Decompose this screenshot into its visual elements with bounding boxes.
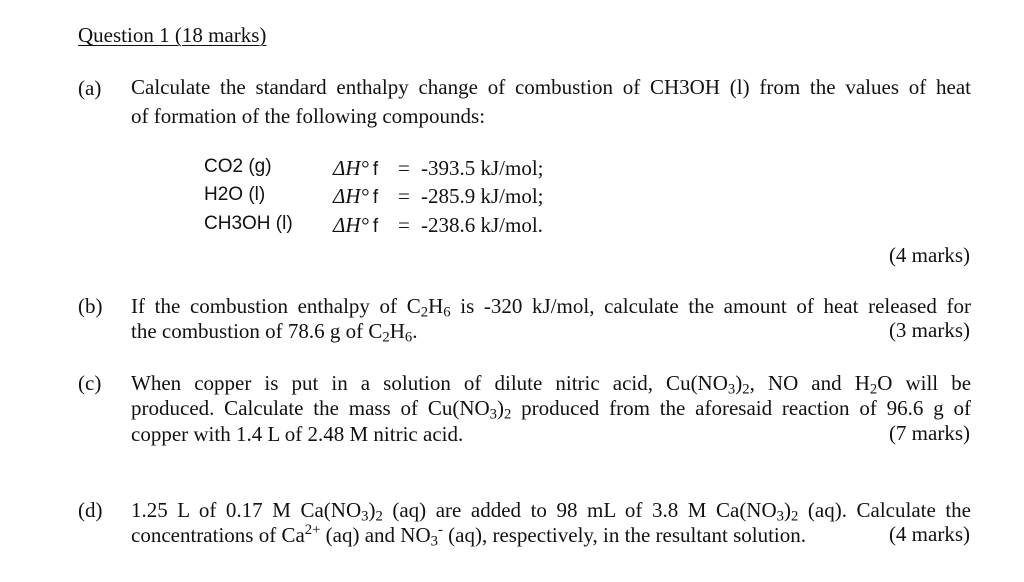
part-c-line-2: produced. Calculate the mass of $Cu(NO_3)_2$ produced from the aforesaid reaction of 96.6 g of	[131, 396, 971, 423]
part-b-line-2: the combustion of 78.6 g of $C_2H_6$.	[131, 319, 418, 346]
enthalpy-value: -393.5 kJ/mol;	[421, 156, 544, 180]
part-a-label: (a)	[78, 76, 102, 100]
part-a-marks: (4 marks)	[888, 243, 970, 267]
part-c-line-1: When copper is put in a solution of dilute nitric acid, $Cu(NO_3)_2$, NO and $H_2O$ will be	[131, 371, 972, 398]
compound-formula: CH3OH (l)	[204, 213, 293, 234]
compound-formula: CO2 (g)	[204, 156, 272, 177]
enthalpy-value: -285.9 kJ/mol;	[421, 184, 544, 208]
part-a-line-2: of formation of the following compounds:	[131, 104, 486, 128]
part-d-marks: (4 marks)	[888, 522, 970, 546]
part-c-marks: (7 marks)	[888, 421, 970, 445]
part-c-line-3: copper with 1.4 L of 2.48 M nitric acid.	[131, 422, 464, 446]
enthalpy-symbol: ΔH° f	[333, 156, 379, 180]
question-heading: Question 1 (18 marks)	[78, 23, 267, 47]
enthalpy-symbol: ΔH° f	[333, 184, 379, 208]
part-a-line-1: Calculate the standard enthalpy change of combustion of CH3OH (l) from the values of heat	[131, 75, 971, 99]
part-c-label: (c)	[78, 371, 102, 395]
compound-formula: H2O (l)	[204, 184, 266, 205]
part-b-marks: (3 marks)	[888, 318, 970, 342]
equals-sign: =	[398, 213, 410, 237]
equals-sign: =	[398, 156, 410, 180]
part-d-label: (d)	[78, 498, 103, 522]
enthalpy-symbol: ΔH° f	[333, 213, 379, 237]
part-b-label: (b)	[78, 294, 103, 318]
part-d-line-2: concentrations of $Ca^{2+}$ (aq) and $NO_3^-$ (aq), respectively, in the resultant solution.	[131, 521, 807, 550]
part-b-line-1: If the combustion enthalpy of $C_2H_6$ is -320 kJ/mol, calculate the amount of heat released for	[131, 294, 972, 321]
enthalpy-value: -238.6 kJ/mol.	[421, 213, 543, 237]
equals-sign: =	[398, 184, 410, 208]
part-d-line-1: 1.25 L of 0.17 M $Ca(NO_3)_2$ (aq) are added to 98 mL of 3.8 M $Ca(NO_3)_2$ (aq). Calculate the	[131, 498, 971, 525]
